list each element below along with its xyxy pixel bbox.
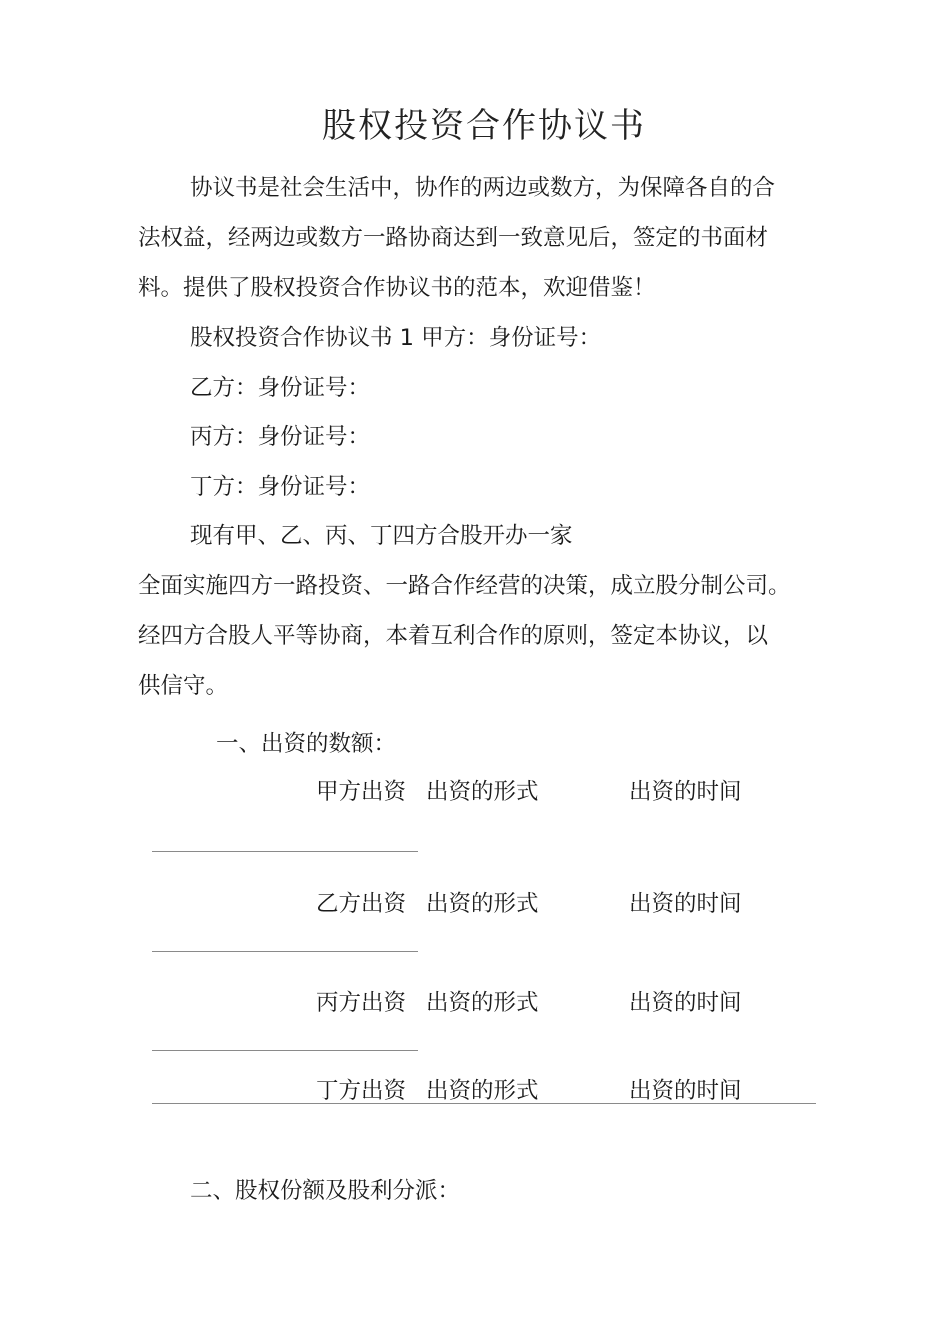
contribution-form-bing: 出资的形式 [426,990,539,1016]
document-title: 股权投资合作协议书 [322,106,646,146]
intro-line-3: 料。提供了股权投资合作协议书的范本，欢迎借鉴！ [138,275,656,301]
intro-line-2: 法权益，经两边或数方一路协商达到一致意见后，签定的书面材 [138,225,769,251]
contribution-form-yi: 出资的形式 [426,891,539,917]
contribution-party-bing: 丙方出资 [316,990,407,1016]
party-line-yi: 乙方：身份证号： [190,375,371,401]
contribution-time-ding: 出资的时间 [629,1078,742,1104]
contribution-time-yi: 出资的时间 [629,891,742,917]
contribution-party-yi: 乙方出资 [316,891,407,917]
preamble-line-2: 全面实施四方一路投资、一路合作经营的决策，成立股分制公司。 [138,573,791,599]
contribution-form-jia: 出资的形式 [426,779,539,805]
section-1-heading: 一、出资的数额： [216,731,397,757]
party-line-jia: 股权投资合作协议书 1 甲方：身份证号： [190,325,602,351]
preamble-line-3: 经四方合股人平等协商，本着互利合作的原则，签定本协议，以 [138,623,769,649]
contribution-party-jia: 甲方出资 [316,779,407,805]
contribution-party-ding: 丁方出资 [316,1078,407,1104]
party-line-ding: 丁方：身份证号： [190,474,371,500]
contribution-time-jia: 出资的时间 [629,779,742,805]
intro-line-1: 协议书是社会生活中，协作的两边或数方，为保障各自的合 [190,175,776,201]
section-2-heading: 二、股权份额及股利分派： [190,1178,461,1204]
blank-line-yi [152,951,418,952]
blank-line-bing [152,1050,418,1051]
contribution-form-ding: 出资的形式 [426,1078,539,1104]
blank-line-jia [152,851,418,852]
preamble-line-4: 供信守。 [138,673,229,699]
contribution-time-bing: 出资的时间 [629,990,742,1016]
preamble-line-1: 现有甲、乙、丙、丁四方合股开办一家 [190,523,573,549]
party-line-bing: 丙方：身份证号： [190,424,371,450]
blank-line-ding [152,1103,816,1104]
